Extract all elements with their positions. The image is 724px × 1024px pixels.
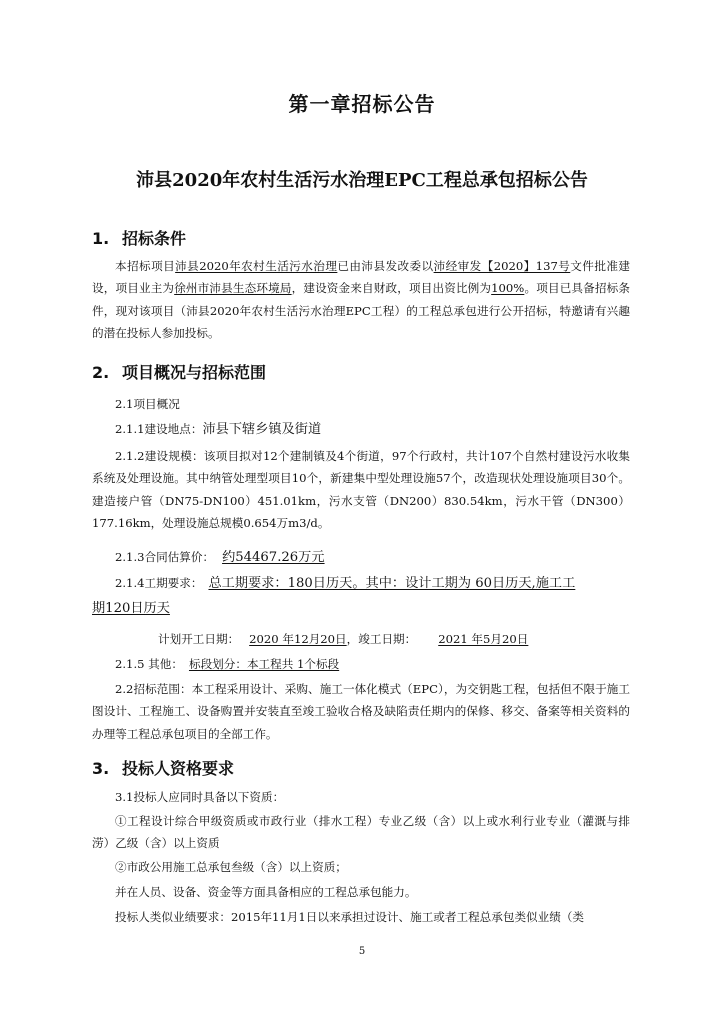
contract-price: 2.1.3合同估算价： 约54467.26万元 <box>115 550 325 565</box>
period-requirement: 2.1.4工期要求： 总工期要求：180日历天。其中：设计工期为 60日历天,施工工 <box>115 576 576 591</box>
subsection-3-1: 3.1投标人应同时具备以下资质： <box>115 790 285 804</box>
period-value-2: 期120日历天 <box>92 601 170 616</box>
subsection-2-1: 2.1项目概况 <box>115 397 180 411</box>
chapter-title: 第一章招标公告 <box>288 92 436 116</box>
qualification-3: 并在人员、设备、资金等方面具备相应的工程总承包能力。 <box>115 885 417 899</box>
section-3-title: 投标人资格要求 <box>122 759 235 778</box>
section-1-title: 招标条件 <box>122 229 187 248</box>
performance-requirement: 投标人类似业绩要求：2015年11月1日以来承担过设计、施工或者工程总承包类似业绩（类 <box>115 910 585 924</box>
project-owner: 徐州市沛县生态环境局 <box>174 281 292 296</box>
other-value: 标段划分：本工程共 1个标段 <box>188 657 340 671</box>
project-name: 沛县2020年农村生活污水治理 <box>175 259 338 273</box>
section-1-paragraph: 本招标项目沛县2020年农村生活污水治理已由沛县发改委以沛经审发【2020】137号文件批准建设，项目业主为徐州市沛县生态环境局，建设资金来自财政，项目出资比例为100%。项目已具备招标条件，现对该项目（沛县2020年农村生活污水治理EPC工程）的工程总承包进行公开招标，特邀请有兴趣的潜在投标人参加投标。 <box>92 259 630 340</box>
funding-ratio: 100% <box>491 281 525 296</box>
section-2-title: 项目概况与招标范围 <box>122 363 267 382</box>
period-value-1: 总工期要求：180日历天。其中：设计工期为 60日历天,施工工 <box>208 576 576 591</box>
section-1-number: 1. <box>92 229 110 248</box>
planned-dates: 计划开工日期： 2020 年12月20日，竣工日期： 2021 年5月20日 <box>158 632 529 646</box>
construction-scale: 2.1.2建设规模：该项目拟对12个建制镇及4个街道，97个行政村，共计107个自然村建设污水收集系统及处理设施。其中纳管处理型项目10个，新建集中型处理设施57个，改造现状处理设施项目30个。建造接户管（DN75-DN100）451.01km，污水支管（DN200）830.54km，污水干管（DN300）177.16km，处理设施总规模0.654万m3/d。 <box>92 449 630 530</box>
planned-end: 2021 年5月20日 <box>438 632 529 646</box>
other-info: 2.1.5 其他： 标段划分：本工程共 1个标段 <box>115 657 340 671</box>
planned-start: 2020 年12月20日 <box>249 632 347 646</box>
approval-doc: 沛经审发【2020】137号 <box>433 259 571 273</box>
section-1-heading <box>92 226 186 249</box>
section-2-heading <box>92 360 266 383</box>
period-requirement-cont <box>92 597 170 620</box>
section-2-number: 2. <box>92 363 110 382</box>
contract-price-value: 约54467.26万元 <box>222 550 325 565</box>
tender-scope: 2.2招标范围：本工程采用设计、采购、施工一体化模式（EPC），为交钥匙工程，包括但不限于施工图设计、工程施工、设备购置并安装直至竣工验收合格及缺陷责任期内的保修、移交、备案等相关资料的办理等工程总承包项目的全部工作。 <box>92 682 630 741</box>
document-title: 沛县2020年农村生活污水治理EPC工程总承包招标公告 <box>136 170 588 191</box>
construction-location: 2.1.1建设地点：沛县下辖乡镇及街道 <box>115 422 322 437</box>
section-3-number: 3. <box>92 759 110 778</box>
qualification-1: ①工程设计综合甲级资质或市政行业（排水工程）专业乙级（含）以上或水利行业专业（灌溉与排涝）乙级（含）以上资质 <box>92 814 630 851</box>
page-number: 5 <box>358 946 366 957</box>
qualification-2: ②市政公用施工总承包叁级（含）以上资质； <box>115 860 347 874</box>
section-3-heading <box>92 756 234 779</box>
